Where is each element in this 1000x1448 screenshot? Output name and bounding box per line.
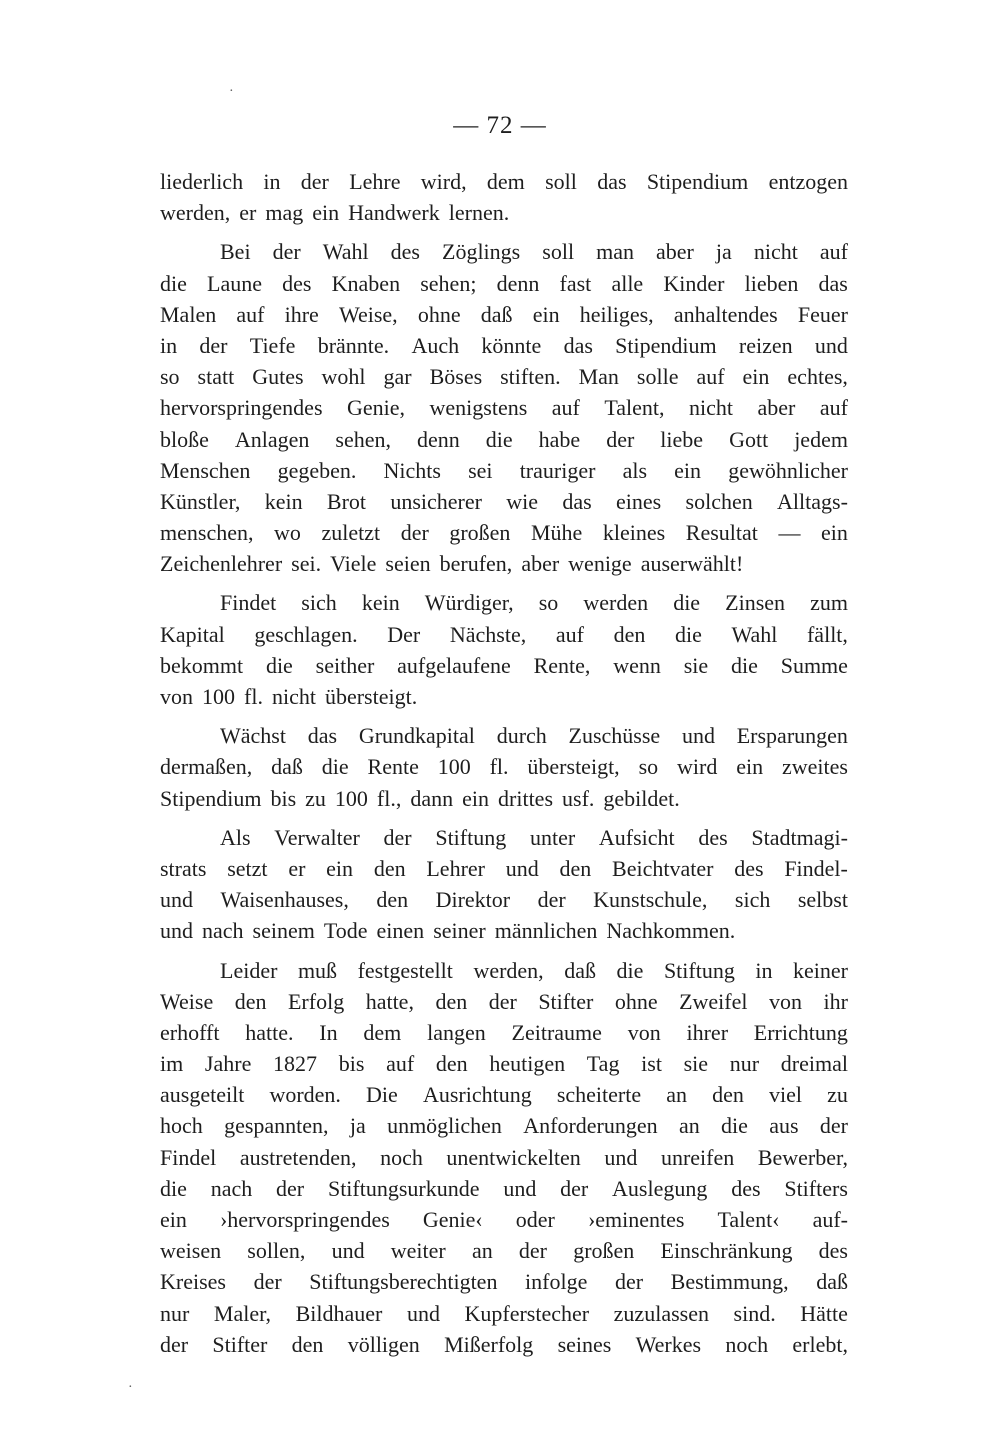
text-line: bekommt die seither aufgelaufene Rente, wenn sie die Summe — [160, 652, 848, 678]
text-line: die nach der Stiftungsurkunde und der Auslegung des Stifters — [160, 1175, 848, 1201]
scan-speck: · — [229, 84, 234, 99]
text-line: so statt Gutes wohl gar Böses stiften. Man solle auf ein echtes, — [160, 364, 848, 390]
text-line: nur Maler, Bildhauer und Kupferstecher zuzulassen sind. Hätte — [160, 1300, 848, 1326]
text-line: Findet sich kein Würdiger, so werden die Zinsen zum — [220, 590, 848, 616]
paragraph — [160, 720, 848, 814]
text-line: werden, er mag ein Handwerk lernen. — [160, 200, 510, 226]
text-line: der Stifter den völligen Mißerfolg seines Werkes noch erlebt, — [160, 1331, 848, 1357]
paragraph — [160, 587, 848, 712]
text-line: dermaßen, daß die Rente 100 fl. übersteigt, so wird ein zweites — [160, 754, 848, 780]
text-line: erhofft hatte. In dem langen Zeitraume von ihrer Errichtung — [160, 1019, 848, 1045]
paragraph — [160, 955, 848, 1360]
text-line: Leider muß festgestellt werden, daß die Stiftung in keiner — [220, 957, 848, 983]
text-line: Kapital geschlagen. Der Nächste, auf den die Wahl fällt, — [160, 621, 848, 647]
paragraph — [160, 822, 848, 947]
text-line: hervorspringendes Genie, wenigstens auf Talent, nicht aber auf — [160, 395, 848, 421]
text-line: menschen, wo zuletzt der großen Mühe kleines Resultat — ein — [160, 520, 848, 546]
text-line: die Laune des Knaben sehen; denn fast alle Kinder lieben das — [160, 270, 848, 296]
text-line: weisen sollen, und weiter an der großen Einschränkung des — [160, 1238, 848, 1264]
paragraph — [160, 166, 848, 228]
text-line: Menschen gegeben. Nichts sei trauriger als ein gewöhnlicher — [160, 457, 848, 483]
paragraph — [160, 236, 848, 579]
text-line: und nach seinem Tode einen seiner männlichen Nachkommen. — [160, 918, 736, 944]
text-line: hoch gespannten, ja unmöglichen Anforderungen an die aus der — [160, 1113, 848, 1139]
text-line: Kreises der Stiftungsberechtigten infolge der Bestimmung, daß — [160, 1269, 848, 1295]
text-line: Weise den Erfolg hatte, den der Stifter ohne Zweifel von ihr — [160, 988, 848, 1014]
text-line: Malen auf ihre Weise, ohne daß ein heiliges, anhaltendes Feuer — [160, 301, 848, 327]
page-number: — 72 — — [453, 112, 547, 139]
text-line: Bei der Wahl des Zöglings soll man aber ja nicht auf — [220, 239, 848, 265]
text-line: im Jahre 1827 bis auf den heutigen Tag ist sie nur dreimal — [160, 1051, 848, 1077]
text-line: bloße Anlagen sehen, denn die habe der liebe Gott jedem — [160, 426, 848, 452]
text-line: strats setzt er ein den Lehrer und den Beichtvater des Findel- — [160, 855, 848, 881]
text-line: ausgeteilt worden. Die Ausrichtung scheiterte an den viel zu — [160, 1082, 848, 1108]
body-text — [160, 166, 848, 1360]
text-line: Als Verwalter der Stiftung unter Aufsicht des Stadtmagi- — [220, 824, 848, 850]
text-line: Findel austretenden, noch unentwickelten und unreifen Bewerber, — [160, 1144, 848, 1170]
text-line: und Waisenhauses, den Direktor der Kunstschule, sich selbst — [160, 887, 848, 913]
text-line: Zeichenlehrer sei. Viele seien berufen, aber wenige auserwählt! — [160, 551, 744, 577]
text-line: Stipendium bis zu 100 fl., dann ein drittes usf. gebildet. — [160, 785, 680, 811]
text-line: Künstler, kein Brot unsicherer wie das eines solchen Alltags- — [160, 488, 848, 514]
text-line: in der Tiefe brännte. Auch könnte das Stipendium reizen und — [160, 332, 848, 358]
text-line: liederlich in der Lehre wird, dem soll das Stipendium entzogen — [160, 169, 848, 194]
scan-speck: · — [128, 1380, 133, 1395]
text-line: Wächst das Grundkapital durch Zuschüsse und Ersparungen — [220, 723, 848, 749]
text-line: von 100 fl. nicht übersteigt. — [160, 684, 418, 709]
text-line: ein ›hervorspringendes Genie‹ oder ›eminentes Talent‹ auf- — [160, 1207, 848, 1232]
